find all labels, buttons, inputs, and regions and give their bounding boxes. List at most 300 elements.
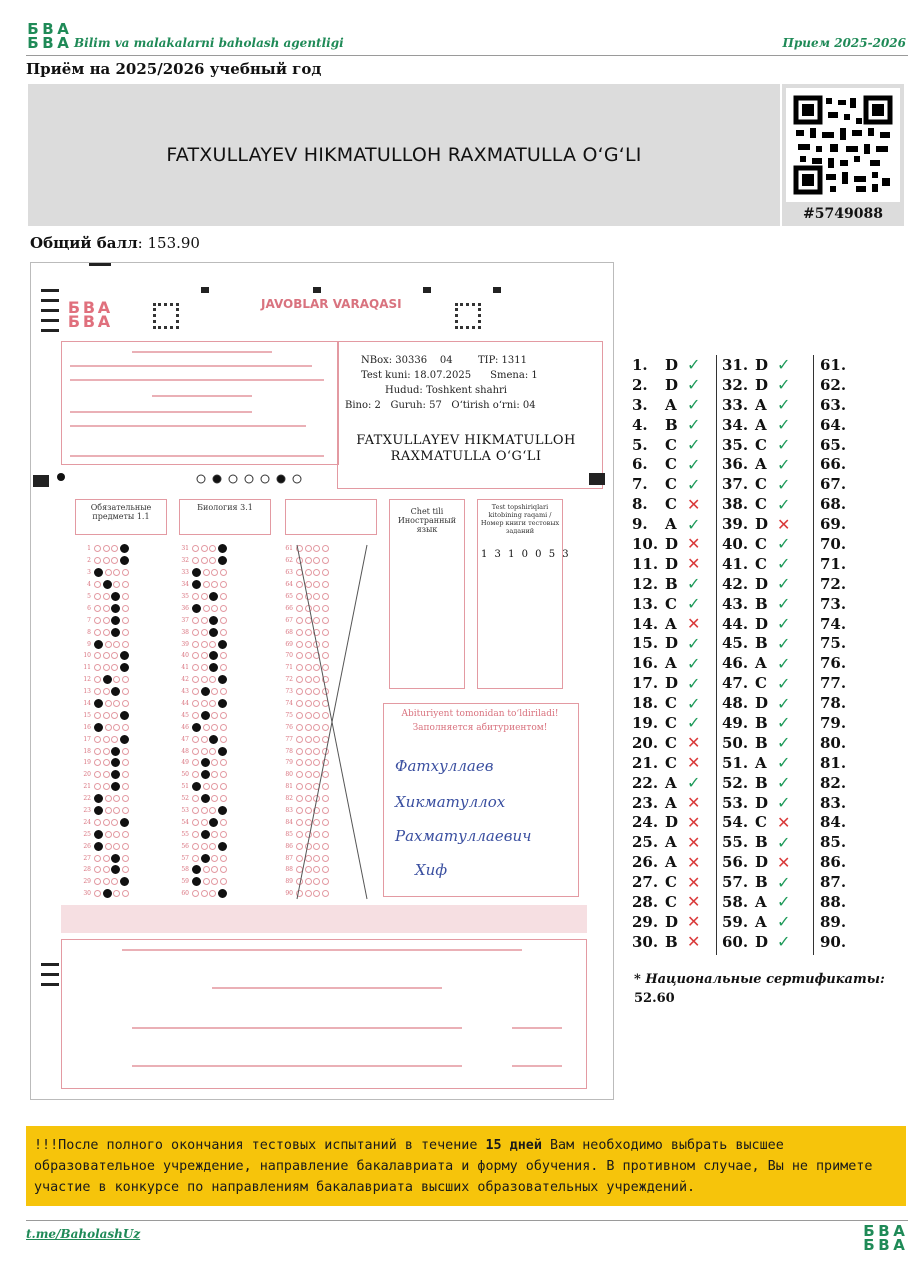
empty-bubble bbox=[122, 593, 129, 600]
empty-bubble bbox=[111, 664, 118, 671]
bubble-column-2 bbox=[179, 543, 228, 900]
answer-letter: C bbox=[665, 892, 677, 911]
empty-bubble bbox=[94, 688, 101, 695]
bubble-row bbox=[81, 614, 130, 626]
correct-check-icon: ✓ bbox=[777, 554, 791, 574]
empty-bubble bbox=[94, 890, 101, 897]
answer-row bbox=[722, 494, 797, 514]
answer-row bbox=[722, 474, 797, 494]
empty-bubble bbox=[94, 855, 101, 862]
bubble-row-number: 33 bbox=[181, 569, 189, 577]
correct-check-icon: ✓ bbox=[777, 435, 791, 454]
bubble-row-number: 20 bbox=[83, 771, 91, 779]
bubble-row-number: 83 bbox=[285, 807, 293, 815]
empty-bubble bbox=[192, 557, 199, 564]
answer-number: 61. bbox=[820, 355, 847, 374]
empty-bubble bbox=[122, 605, 129, 612]
col3-header-box bbox=[285, 499, 377, 535]
bubble-row-number: 16 bbox=[83, 723, 91, 731]
empty-bubble bbox=[201, 629, 208, 636]
answer-row bbox=[820, 574, 853, 594]
filled-bubble bbox=[209, 616, 218, 625]
telegram-link[interactable]: t.me/BaholashUz bbox=[26, 1227, 141, 1241]
empty-bubble bbox=[201, 807, 208, 814]
answer-letter: D bbox=[755, 355, 769, 374]
answer-row bbox=[820, 653, 853, 673]
answers-column-2 bbox=[722, 355, 797, 952]
empty-bubble bbox=[220, 855, 227, 862]
empty-bubble bbox=[122, 759, 129, 766]
bubble-row bbox=[179, 686, 228, 698]
bubble-row-number: 86 bbox=[285, 842, 293, 850]
timing-mark bbox=[313, 287, 321, 293]
answer-number: 55. bbox=[722, 833, 749, 852]
empty-bubble bbox=[103, 855, 110, 862]
filled-bubble bbox=[192, 568, 201, 577]
answer-number: 68. bbox=[820, 495, 847, 514]
empty-bubble bbox=[103, 605, 110, 612]
answer-row bbox=[632, 693, 707, 713]
col2-header: Биология 3.1 bbox=[197, 503, 253, 512]
filled-bubble bbox=[111, 592, 120, 601]
answer-row bbox=[722, 355, 797, 375]
filled-bubble bbox=[94, 806, 103, 815]
empty-bubble bbox=[220, 652, 227, 659]
filled-bubble bbox=[218, 889, 227, 898]
correct-check-icon: ✓ bbox=[777, 534, 791, 554]
answer-row bbox=[632, 614, 707, 634]
group: Guruh: 57 bbox=[390, 400, 442, 411]
filled-bubble bbox=[103, 580, 112, 589]
bubble-row bbox=[179, 769, 228, 781]
answer-number: 43. bbox=[722, 594, 749, 613]
answer-number: 32. bbox=[722, 375, 749, 394]
answer-row bbox=[820, 454, 853, 474]
empty-bubble bbox=[111, 878, 118, 885]
correct-check-icon: ✓ bbox=[687, 693, 701, 713]
answer-number: 45. bbox=[722, 634, 749, 653]
answer-number: 75. bbox=[820, 634, 847, 653]
empty-bubble bbox=[111, 712, 118, 719]
incorrect-cross-icon: ✕ bbox=[687, 912, 701, 932]
national-certificates bbox=[634, 970, 885, 1008]
bubble-row bbox=[81, 686, 130, 698]
bubble-row bbox=[81, 781, 130, 793]
answer-row bbox=[722, 912, 797, 932]
answer-number: 5. bbox=[632, 435, 648, 454]
sheet-qr-icon bbox=[455, 303, 481, 329]
answer-number: 69. bbox=[820, 515, 847, 534]
answer-number: 74. bbox=[820, 614, 847, 633]
candidate-name: FATXULLAYEV HIKMATULLOH RAXMATULLA O‘G‘LI bbox=[166, 144, 642, 166]
filled-bubble bbox=[218, 699, 227, 708]
empty-bubble bbox=[209, 557, 216, 564]
empty-bubble bbox=[122, 866, 129, 873]
filled-bubble bbox=[103, 889, 112, 898]
answer-number: 34. bbox=[722, 415, 749, 434]
empty-bubble bbox=[113, 843, 120, 850]
answer-row bbox=[820, 395, 853, 415]
answer-number: 24. bbox=[632, 813, 659, 832]
answer-number: 62. bbox=[820, 375, 847, 394]
answer-letter: B bbox=[755, 773, 768, 792]
incorrect-cross-icon: ✕ bbox=[687, 554, 701, 574]
empty-bubble bbox=[122, 581, 129, 588]
answer-number: 54. bbox=[722, 813, 749, 832]
answer-letter: C bbox=[665, 495, 677, 514]
answer-letter: C bbox=[665, 694, 677, 713]
test-date: Test kuni: 18.07.2025 bbox=[361, 370, 472, 381]
answer-row bbox=[632, 892, 707, 912]
bubble-row-number: 54 bbox=[181, 818, 189, 826]
answer-row bbox=[632, 395, 707, 415]
answer-number: 18. bbox=[632, 694, 659, 713]
answer-letter: D bbox=[665, 534, 679, 553]
empty-bubble bbox=[103, 736, 110, 743]
correct-check-icon: ✓ bbox=[777, 355, 791, 375]
empty-bubble bbox=[94, 819, 101, 826]
bubble-row-number: 67 bbox=[285, 616, 293, 624]
correct-check-icon: ✓ bbox=[777, 633, 791, 653]
bubble-row-number: 41 bbox=[181, 664, 189, 672]
answer-letter: C bbox=[665, 435, 677, 454]
answers-column-3 bbox=[820, 355, 853, 952]
bubble-row bbox=[81, 650, 130, 662]
empty-bubble bbox=[103, 617, 110, 624]
bubble-row-number: 81 bbox=[285, 783, 293, 791]
bubble-row-number: 43 bbox=[181, 688, 189, 696]
bubble-row-number: 8 bbox=[87, 628, 91, 636]
filled-bubble bbox=[201, 687, 210, 696]
bubble-row-number: 36 bbox=[181, 604, 189, 612]
empty-bubble bbox=[103, 629, 110, 636]
answer-row bbox=[722, 793, 797, 813]
bubble-row bbox=[81, 698, 130, 710]
empty-bubble bbox=[192, 664, 199, 671]
empty-bubble bbox=[192, 652, 199, 659]
answer-number: 76. bbox=[820, 654, 847, 673]
filled-bubble bbox=[94, 640, 103, 649]
bubble-row bbox=[179, 698, 228, 710]
answer-row bbox=[722, 693, 797, 713]
bubble-row-number: 73 bbox=[285, 688, 293, 696]
answer-number: 89. bbox=[820, 912, 847, 931]
bubble-row bbox=[81, 733, 130, 745]
incorrect-cross-icon: ✕ bbox=[687, 872, 701, 892]
answer-row bbox=[820, 932, 853, 952]
filled-bubble bbox=[201, 794, 210, 803]
answer-row bbox=[820, 773, 853, 793]
bubble-row-number: 71 bbox=[285, 664, 293, 672]
empty-bubble bbox=[105, 843, 112, 850]
candidate-name-band bbox=[28, 84, 780, 226]
answer-number: 42. bbox=[722, 574, 749, 593]
bubble-row bbox=[81, 674, 130, 686]
bubble-row-number: 22 bbox=[83, 795, 91, 803]
answer-letter: A bbox=[665, 614, 677, 633]
empty-bubble bbox=[103, 545, 110, 552]
answer-letter: B bbox=[755, 634, 768, 653]
answer-sheet-scan bbox=[30, 262, 614, 1100]
empty-bubble bbox=[103, 819, 110, 826]
answer-number: 16. bbox=[632, 654, 659, 673]
bubble-row-number: 11 bbox=[83, 664, 91, 672]
answer-number: 22. bbox=[632, 773, 659, 792]
bubble-row-number: 37 bbox=[181, 616, 189, 624]
correct-check-icon: ✓ bbox=[777, 733, 791, 753]
answer-number: 65. bbox=[820, 435, 847, 454]
empty-bubble bbox=[94, 712, 101, 719]
answer-letter: A bbox=[755, 753, 767, 772]
empty-bubble bbox=[209, 843, 216, 850]
filled-bubble bbox=[111, 854, 120, 863]
answer-number: 26. bbox=[632, 853, 659, 872]
bubble-row-number: 48 bbox=[181, 747, 189, 755]
empty-bubble bbox=[105, 569, 112, 576]
bubble-row bbox=[179, 888, 228, 900]
correct-check-icon: ✓ bbox=[777, 832, 791, 852]
correct-check-icon: ✓ bbox=[777, 693, 791, 713]
answer-letter: C bbox=[755, 813, 767, 832]
correct-check-icon: ✓ bbox=[777, 454, 791, 474]
filled-bubble bbox=[120, 877, 129, 886]
notice-deadline: 15 дней bbox=[485, 1138, 542, 1153]
correct-check-icon: ✓ bbox=[687, 574, 701, 594]
filled-bubble bbox=[120, 735, 129, 744]
answer-row bbox=[632, 753, 707, 773]
empty-bubble bbox=[94, 771, 101, 778]
empty-bubble bbox=[94, 652, 101, 659]
answer-row bbox=[820, 534, 853, 554]
bubble-row-number: 28 bbox=[83, 866, 91, 874]
bubble-column-1 bbox=[81, 543, 130, 900]
bubble-row-number: 35 bbox=[181, 593, 189, 600]
empty-bubble bbox=[211, 855, 218, 862]
bubble-row bbox=[179, 757, 228, 769]
empty-bubble bbox=[122, 676, 129, 683]
answer-letter: D bbox=[665, 634, 679, 653]
correct-check-icon: ✓ bbox=[777, 713, 791, 733]
answer-number: 33. bbox=[722, 395, 749, 414]
answer-number: 58. bbox=[722, 892, 749, 911]
empty-bubble bbox=[122, 843, 129, 850]
empty-bubble bbox=[105, 724, 112, 731]
incorrect-cross-icon: ✕ bbox=[777, 852, 791, 872]
filled-bubble bbox=[192, 782, 201, 791]
empty-bubble bbox=[122, 617, 129, 624]
empty-bubble bbox=[94, 629, 101, 636]
empty-bubble bbox=[94, 783, 101, 790]
filled-bubble bbox=[111, 616, 120, 625]
empty-bubble bbox=[122, 700, 129, 707]
empty-bubble bbox=[122, 890, 129, 897]
answer-letter: D bbox=[665, 554, 679, 573]
filled-bubble bbox=[192, 580, 201, 589]
answer-row bbox=[722, 892, 797, 912]
answer-row bbox=[632, 653, 707, 673]
building: Bino: 2 bbox=[345, 400, 381, 411]
answer-row bbox=[722, 594, 797, 614]
bubble-row-number: 10 bbox=[83, 652, 91, 660]
empty-bubble bbox=[220, 688, 227, 695]
correct-check-icon: ✓ bbox=[777, 653, 791, 673]
answer-letter: C bbox=[755, 674, 767, 693]
answer-letter: B bbox=[755, 594, 768, 613]
answer-number: 50. bbox=[722, 733, 749, 752]
bubble-row-number: 46 bbox=[181, 723, 189, 731]
answer-letter: A bbox=[755, 892, 767, 911]
answer-number: 48. bbox=[722, 694, 749, 713]
answer-row bbox=[820, 753, 853, 773]
bubble-row-number: 4 bbox=[87, 581, 91, 589]
bubble-row-number: 45 bbox=[181, 711, 189, 719]
bubble-row bbox=[179, 579, 228, 591]
answer-letter: B bbox=[755, 733, 768, 752]
bubble-row-number: 27 bbox=[83, 854, 91, 862]
answer-letter: A bbox=[755, 415, 767, 434]
handwritten-name: Хикматуллох bbox=[395, 793, 506, 811]
answer-number: 63. bbox=[820, 395, 847, 414]
answer-letter: C bbox=[755, 554, 767, 573]
answer-row bbox=[820, 832, 853, 852]
empty-bubble bbox=[105, 641, 112, 648]
correct-check-icon: ✓ bbox=[777, 793, 791, 813]
bubble-row-number: 82 bbox=[285, 795, 293, 803]
footer-logo: Б В А Б В А bbox=[863, 1222, 905, 1254]
bubble-row-number: 59 bbox=[181, 878, 189, 886]
empty-bubble bbox=[111, 736, 118, 743]
correct-check-icon: ✓ bbox=[777, 872, 791, 892]
bubble-row bbox=[179, 781, 228, 793]
incorrect-cross-icon: ✕ bbox=[687, 793, 701, 813]
filled-bubble bbox=[111, 628, 120, 637]
empty-bubble bbox=[105, 795, 112, 802]
bubble-row-number: 76 bbox=[285, 723, 293, 731]
empty-bubble bbox=[211, 771, 218, 778]
bubble-row bbox=[81, 555, 130, 567]
empty-bubble bbox=[94, 605, 101, 612]
answer-number: 57. bbox=[722, 873, 749, 892]
bubble-row-number: 66 bbox=[285, 604, 293, 612]
answer-number: 31. bbox=[722, 355, 749, 374]
answer-row bbox=[722, 852, 797, 872]
bubble-row bbox=[81, 840, 130, 852]
bubble-row bbox=[179, 567, 228, 579]
bubble-row-number: 75 bbox=[285, 711, 293, 719]
answer-letter: D bbox=[665, 674, 679, 693]
empty-bubble bbox=[192, 736, 199, 743]
answer-row bbox=[820, 494, 853, 514]
empty-bubble bbox=[211, 878, 218, 885]
empty-bubble bbox=[192, 593, 199, 600]
answer-row bbox=[632, 872, 707, 892]
answer-row bbox=[722, 753, 797, 773]
empty-bubble bbox=[122, 855, 129, 862]
filled-bubble bbox=[192, 877, 201, 886]
answer-letter: B bbox=[755, 713, 768, 732]
empty-bubble bbox=[209, 807, 216, 814]
pink-band bbox=[61, 905, 587, 933]
empty-bubble bbox=[105, 831, 112, 838]
filled-bubble bbox=[111, 770, 120, 779]
empty-bubble bbox=[220, 593, 227, 600]
bubble-row-number: 14 bbox=[83, 700, 91, 708]
bubble-row bbox=[81, 662, 130, 674]
correct-check-icon: ✓ bbox=[687, 514, 701, 534]
bubble-row bbox=[179, 793, 228, 805]
answer-letter: C bbox=[665, 475, 677, 494]
empty-bubble bbox=[94, 736, 101, 743]
bubble-row-number: 56 bbox=[181, 842, 189, 850]
deadline-notice bbox=[26, 1126, 906, 1206]
bubble-row bbox=[81, 579, 130, 591]
bubble-row-number: 24 bbox=[83, 818, 91, 826]
bubble-row-number: 61 bbox=[285, 545, 293, 553]
empty-bubble bbox=[203, 878, 210, 885]
empty-bubble bbox=[122, 831, 129, 838]
empty-bubble bbox=[94, 581, 101, 588]
answer-row bbox=[632, 415, 707, 435]
answer-number: 70. bbox=[820, 534, 847, 553]
answer-number: 17. bbox=[632, 674, 659, 693]
empty-bubble bbox=[94, 676, 101, 683]
answer-letter: A bbox=[665, 793, 677, 812]
empty-bubble bbox=[211, 724, 218, 731]
correct-check-icon: ✓ bbox=[687, 773, 701, 793]
incorrect-cross-icon: ✕ bbox=[687, 932, 701, 952]
answer-letter: B bbox=[755, 833, 768, 852]
empty-bubble bbox=[203, 724, 210, 731]
empty-bubble bbox=[103, 783, 110, 790]
bubble-row-number: 53 bbox=[181, 807, 189, 815]
bubble-row bbox=[81, 626, 130, 638]
side-mark bbox=[41, 299, 59, 302]
answer-letter: C bbox=[665, 455, 677, 474]
answer-letter: C bbox=[665, 753, 677, 772]
empty-bubble bbox=[211, 688, 218, 695]
sheet-qr-icon bbox=[153, 303, 179, 329]
answer-letter: C bbox=[755, 435, 767, 454]
answer-row bbox=[632, 574, 707, 594]
answer-letter: C bbox=[665, 733, 677, 752]
sheet-title: JAVOBLAR VARAQASI bbox=[261, 297, 402, 311]
bubble-row-number: 88 bbox=[285, 866, 293, 874]
empty-bubble bbox=[192, 617, 199, 624]
answer-number: 82. bbox=[820, 773, 847, 792]
filled-bubble bbox=[192, 604, 201, 613]
answer-row bbox=[722, 534, 797, 554]
answer-row bbox=[632, 355, 707, 375]
region: Hudud: Toshkent shahri bbox=[385, 385, 508, 396]
filled-bubble bbox=[111, 782, 120, 791]
bubble-row-number: 6 bbox=[87, 604, 91, 612]
empty-bubble bbox=[192, 795, 199, 802]
empty-bubble bbox=[220, 736, 227, 743]
answer-number: 8. bbox=[632, 495, 648, 514]
answer-number: 52. bbox=[722, 773, 749, 792]
answer-row bbox=[632, 713, 707, 733]
bubble-row bbox=[81, 567, 130, 579]
empty-bubble bbox=[201, 890, 208, 897]
bubble-row bbox=[179, 852, 228, 864]
bubble-row-number: 1 bbox=[87, 545, 91, 553]
empty-bubble bbox=[113, 581, 120, 588]
answer-row bbox=[722, 574, 797, 594]
answer-number: 14. bbox=[632, 614, 659, 633]
tip: TIP: 1311 bbox=[478, 355, 528, 366]
empty-bubble bbox=[192, 545, 199, 552]
nbox-sub: 04 bbox=[439, 355, 453, 366]
